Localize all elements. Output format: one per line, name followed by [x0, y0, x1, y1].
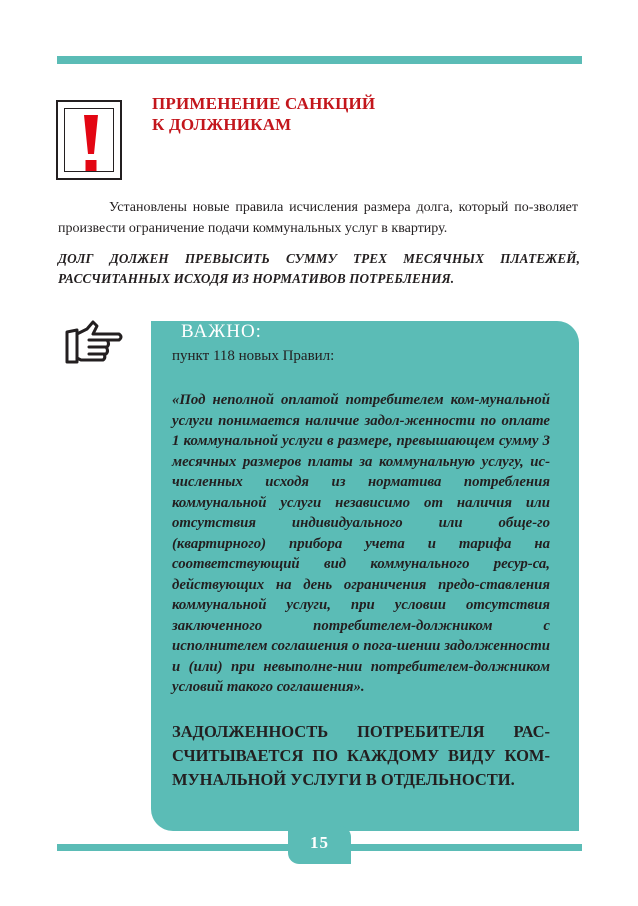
important-heading: ВАЖНО:: [181, 321, 262, 342]
page-title: [152, 93, 482, 135]
conclusion-text: ЗАДОЛЖЕННОСТЬ ПОТРЕБИТЕЛЯ РАС-СЧИТЫВАЕТСЯ ПО КАЖДОМУ ВИДУ КОМ-МУНАЛЬНОЙ УСЛУГИ В ОТДЕЛЬНОСТИ.: [172, 722, 550, 789]
intro-text: Установлены новые правила исчисления размера долга, который по-зволяет произвести ограничение подачи коммунальных услуг в квартиру.: [58, 200, 578, 236]
title-line-2: К ДОЛЖНИКАМ: [152, 115, 292, 134]
title-line-1: ПРИМЕНЕНИЕ САНКЦИЙ: [152, 94, 376, 113]
rule-reference: пункт 118 новых Правил:: [172, 348, 335, 364]
pointing-hand-icon: [63, 318, 125, 368]
debt-rule-text: ДОЛГ ДОЛЖЕН ПРЕВЫСИТЬ СУММУ ТРЕХ МЕСЯЧНЫХ ПЛАТЕЖЕЙ, РАССЧИТАННЫХ ИСХОДЯ ИЗ НОРМАТИВОВ ПОТРЕБЛЕНИЯ.: [58, 251, 580, 286]
rule-quote: «Под неполной оплатой потребителем ком-мунальной услуги понимается наличие задол-женности по оплате 1 коммунальной услуги в размере, превышающем сумму 3 месячных размеров платы за коммунальную услугу, ис-численных исходя из норматива потребления коммунальной услуги независимо от наличия или отсутствия индивидуального или обще-го (квартирного) прибора учета и тарифа на соответствующий вид коммунального ресур-са, действующих на день ограничения предо-ставления коммунальной услуги, при условии отсутствия заключенного потребителем-должником с исполнителем соглашения о пога-шении задолженности и (или) при невыполне-нии потребителем-должником условий такого соглашения».: [172, 392, 550, 695]
exclamation-warning-icon: [56, 100, 122, 180]
intro-paragraph: [58, 197, 578, 239]
top-decorative-bar: [57, 56, 582, 64]
page-number: 15: [310, 833, 329, 852]
